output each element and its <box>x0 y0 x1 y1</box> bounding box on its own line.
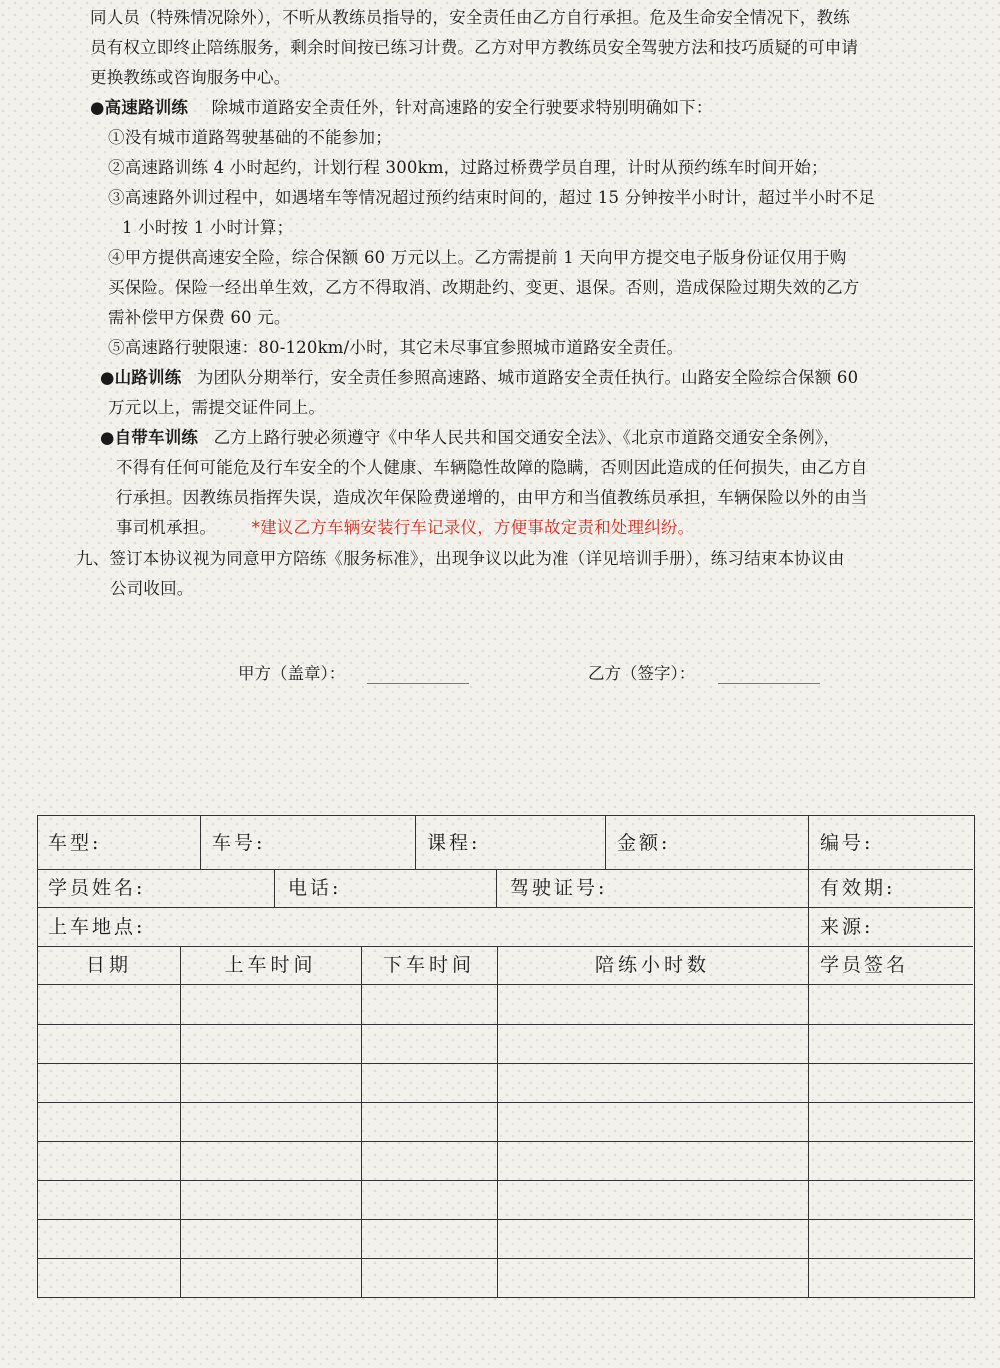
own-car-title: ●自带车训练 <box>100 428 199 447</box>
pickup-location-field[interactable]: 上车地点: <box>48 916 146 938</box>
highway-item-1: ①没有城市道路驾驶基础的不能参加； <box>108 128 392 147</box>
course-field[interactable]: 课程: <box>427 832 481 854</box>
highway-item-5: ⑤高速路行驶限速：80-120km/小时，其它未尽事宜参照城市道路安全责任。 <box>108 338 684 357</box>
party-b-label: 乙方（签字）： <box>588 664 696 683</box>
party-a-label: 甲方（盖章）： <box>238 664 346 683</box>
highway-item-3-cont: 1 小时按 1 小时计算； <box>122 218 294 237</box>
own-car-section <box>100 428 840 448</box>
highway-item-3: ③高速路外训过程中，如遇堵车等情况超过预约结束时间的，超过 15 分钟按半小时计，超过半小时不足 <box>108 188 876 207</box>
highway-section-heading <box>90 98 713 118</box>
header-student-signature: 学员签名 <box>820 954 909 976</box>
highway-title: ●高速路训练 <box>90 98 189 117</box>
mountain-section <box>100 368 858 388</box>
clause-9: 九、签订本协议视为同意甲方陪练《服务标准》，出现争议以此为准（详见培训手册），练习结束本协议由 <box>76 549 845 568</box>
source-field[interactable]: 来源: <box>820 916 874 938</box>
practice-record-form <box>37 815 975 1298</box>
clause-9-cont: 公司收回。 <box>110 579 194 598</box>
agreement-line-2: 员有权立即终止陪练服务，剩余时间按已练习计费。乙方对甲方教练员安全驾驶方法和技巧质疑的可申请 <box>90 38 859 57</box>
party-b-signature-line[interactable] <box>718 683 820 684</box>
license-number-field[interactable]: 驾驶证号: <box>510 877 608 899</box>
phone-field[interactable]: 电话: <box>288 877 342 899</box>
agreement-line-3: 更换教练或咨询服务中心。 <box>90 68 291 87</box>
mountain-title: ●山路训练 <box>100 368 182 387</box>
amount-field[interactable]: 金额: <box>617 832 671 854</box>
highway-item-4: ④甲方提供高速安全险，综合保额 60 万元以上。乙方需提前 1 天向甲方提交电子版身份证仅用于购 <box>108 248 847 267</box>
header-start-time: 上车时间 <box>224 954 317 976</box>
highway-item-2: ②高速路训练 4 小时起约，计划行程 300km，过路过桥费学员自理，计时从预约练车时间开始； <box>108 158 828 177</box>
own-car-line-4 <box>116 518 694 538</box>
header-date: 日期 <box>85 954 132 976</box>
header-end-time: 下车时间 <box>382 954 475 976</box>
mountain-text-cont: 万元以上，需提交证件同上。 <box>108 398 326 417</box>
car-model-field[interactable]: 车型: <box>48 832 102 854</box>
validity-field[interactable]: 有效期: <box>820 877 896 899</box>
serial-number-field[interactable]: 编号: <box>820 832 874 854</box>
own-car-line-2: 不得有任何可能危及行车安全的个人健康、车辆隐性故障的隐瞒，否则因此造成的任何损失，由乙方自 <box>116 458 868 477</box>
student-name-field[interactable]: 学员姓名: <box>48 877 146 899</box>
highway-item-4-cont2: 需补偿甲方保费 60 元。 <box>108 308 291 327</box>
party-a-signature-line[interactable] <box>367 683 469 684</box>
mountain-text: 为团队分期举行，安全责任参照高速路、城市道路安全责任执行。山路安全险综合保额 60 <box>196 368 859 387</box>
header-hours: 陪练小时数 <box>594 954 710 976</box>
agreement-line-1: 同人员（特殊情况除外），不听从教练员指导的，安全责任由乙方自行承担。危及生命安全情况下，教练 <box>90 8 850 27</box>
highway-intro: 除城市道路安全责任外，针对高速路的安全行驶要求特别明确如下： <box>211 98 713 117</box>
own-car-last: 事司机承担。 <box>116 518 217 537</box>
car-number-field[interactable]: 车号: <box>212 832 266 854</box>
highway-item-4-cont: 买保险。保险一经出单生效，乙方不得取消、改期赴约、变更、退保。否则，造成保险过期失效的乙方 <box>108 278 860 297</box>
own-car-line-3: 行承担。因教练员指挥失误，造成次年保险费递增的，由甲方和当值教练员承担，车辆保险以外的由当 <box>116 488 868 507</box>
dashcam-note: *建议乙方车辆安装行车记录仪，方便事故定责和处理纠纷。 <box>251 518 695 537</box>
own-car-text: 乙方上路行驶必须遵守《中华人民共和国交通安全法》、《北京市道路交通安全条例》， <box>213 428 841 447</box>
